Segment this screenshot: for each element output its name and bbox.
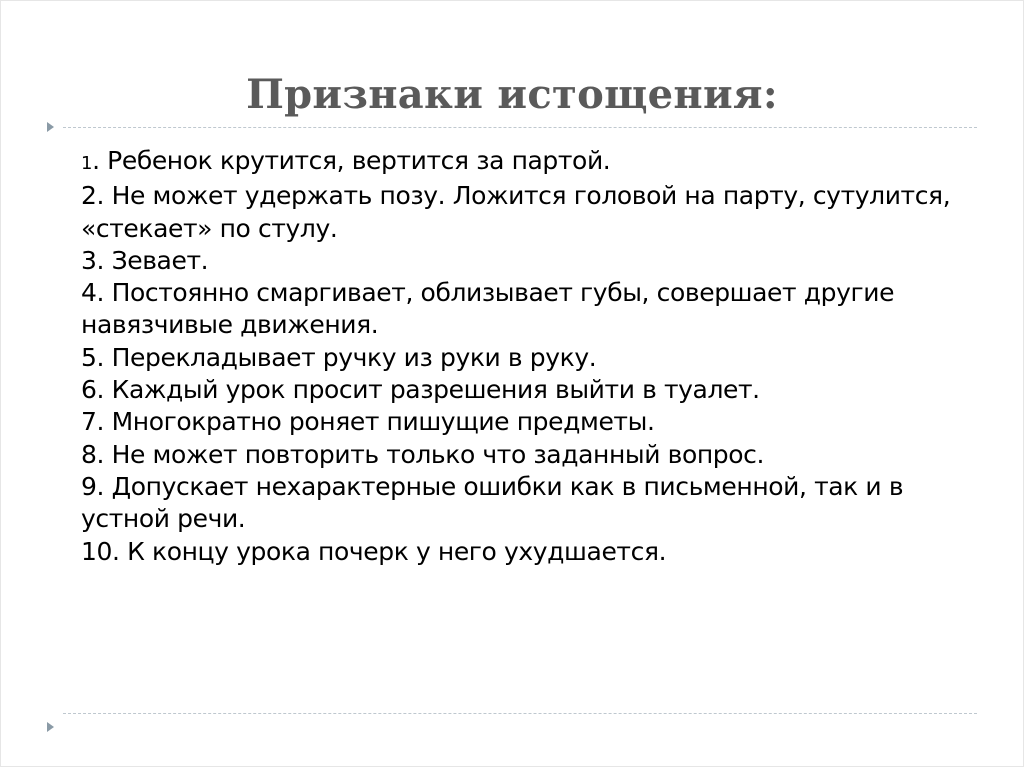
item-text: . Каждый урок просит разрешения выйти в туалет. [96, 375, 760, 405]
item-text: . Постоянно смаргивает, облизывает губы, совершает другие навязчивые движения. [81, 278, 895, 340]
signs-list [81, 145, 981, 568]
item-text: . Не может повторить только что заданный вопрос. [96, 439, 765, 469]
item-number: 3 [81, 245, 97, 275]
item-text: . Допускает нехарактерные ошибки как в письменной, так и в устной речи. [81, 471, 904, 534]
item-number: 10 [81, 536, 113, 566]
list-item [81, 245, 981, 277]
list-item [81, 145, 981, 180]
item-text: . К концу урока почерк у него ухудшается. [112, 536, 667, 566]
item-text: . Не может удержать позу. Ложится головой на парту, сутулится, «стекает» по стулу. [81, 181, 951, 243]
item-text: . Перекладывает ручку из руки в руку. [96, 342, 597, 372]
item-number: 4 [81, 278, 97, 308]
item-number: 1 [81, 153, 93, 174]
list-item [81, 536, 981, 568]
item-text: . Ребенок крутится, вертится за партой. [92, 146, 611, 175]
item-number: 2 [81, 181, 97, 211]
list-item [81, 406, 981, 438]
item-number: 7 [81, 407, 97, 437]
item-number: 8 [81, 439, 97, 469]
triangle-right-icon [47, 722, 54, 732]
list-item [81, 180, 981, 245]
list-item [81, 439, 981, 471]
list-item [81, 374, 981, 406]
item-text: . Зевает. [96, 245, 209, 275]
slide-title: Признаки истощения: [246, 71, 778, 118]
divider-bottom [63, 713, 977, 714]
item-number: 6 [81, 375, 97, 405]
item-text: . Многократно роняет пишущие предметы. [96, 407, 655, 437]
item-number: 5 [81, 342, 97, 372]
item-number: 9 [81, 471, 97, 501]
list-item [81, 471, 981, 536]
divider-top [63, 127, 977, 128]
list-item [81, 277, 981, 342]
triangle-right-icon [47, 122, 54, 132]
list-item [81, 342, 981, 374]
